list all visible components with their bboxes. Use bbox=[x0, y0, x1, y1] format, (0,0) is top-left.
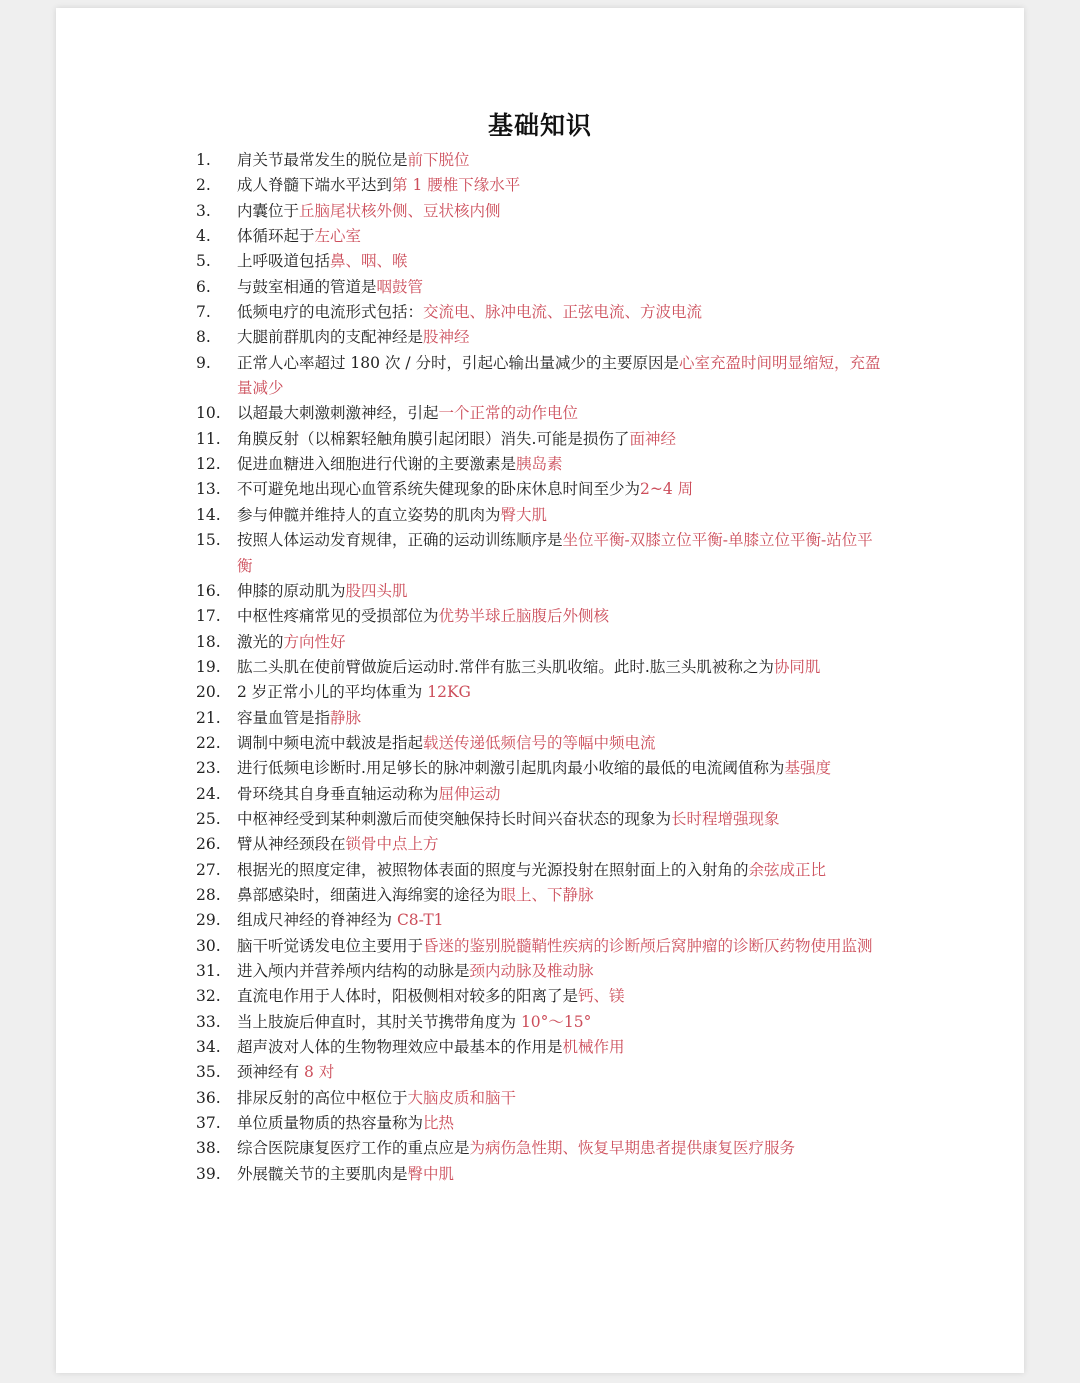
list-item bbox=[196, 325, 886, 350]
list-item bbox=[196, 275, 886, 300]
question-text: 骨环绕其自身垂直轴运动称为 bbox=[237, 784, 439, 803]
item-number: 39. bbox=[196, 1164, 221, 1183]
list-item bbox=[196, 249, 886, 274]
item-number: 16. bbox=[196, 581, 221, 600]
answer-text: 交流电、脉冲电流、正弦电流、方波电流 bbox=[423, 303, 703, 322]
question-text: 成人脊髓下端水平达到 bbox=[237, 176, 393, 195]
question-text: 伸膝的原动肌为 bbox=[237, 581, 346, 600]
item-number: 24. bbox=[196, 784, 221, 803]
item-number: 37. bbox=[196, 1114, 221, 1133]
list-item bbox=[196, 503, 886, 528]
list-item bbox=[196, 655, 886, 680]
answer-text: 长时程增强现象 bbox=[671, 809, 780, 828]
list-item bbox=[196, 807, 886, 832]
item-number: 30. bbox=[196, 936, 221, 955]
question-text: 内囊位于 bbox=[237, 201, 300, 220]
item-number: 38. bbox=[196, 1139, 221, 1158]
list-item bbox=[196, 528, 886, 579]
list-item bbox=[196, 731, 886, 756]
answer-text: 前下脱位 bbox=[407, 151, 470, 169]
item-number: 26. bbox=[196, 835, 221, 854]
question-text: 按照人体运动发育规律，正确的运动训练顺序是 bbox=[237, 531, 563, 550]
answer-text: 一个正常的动作电位 bbox=[438, 404, 579, 423]
question-text: 鼻部感染时，细菌进入海绵窦的途径为 bbox=[237, 885, 501, 904]
item-number: 8. bbox=[196, 328, 211, 347]
list-item bbox=[196, 401, 886, 426]
list-item bbox=[196, 706, 886, 731]
item-number: 12. bbox=[196, 455, 221, 474]
question-text: 参与伸髋并维持人的直立姿势的肌肉为 bbox=[237, 505, 501, 524]
question-text: 中枢神经受到某种刺激后而使突触保持长时间兴奋状态的现象为 bbox=[237, 809, 672, 828]
question-text: 2 岁正常小儿的平均体重为 bbox=[237, 683, 428, 702]
list-item bbox=[196, 1111, 886, 1136]
item-number: 10. bbox=[196, 404, 221, 423]
question-text: 脑干听觉诱发电位主要用于 bbox=[237, 936, 424, 955]
item-number: 23. bbox=[196, 759, 221, 778]
list-item bbox=[196, 351, 886, 402]
question-text: 上呼吸道包括 bbox=[237, 252, 331, 271]
answer-text: 为病伤急性期、恢复早期患者提供康复医疗服务 bbox=[469, 1139, 796, 1158]
answer-text: 大脑皮质和脑干 bbox=[407, 1088, 517, 1107]
list-item bbox=[196, 883, 886, 908]
item-number: 28. bbox=[196, 885, 221, 904]
question-text: 以超最大刺激刺激神经，引起 bbox=[237, 404, 439, 423]
question-text: 根据光的照度定律，被照物体表面的照度与光源投射在照射面上的入射角的 bbox=[237, 860, 749, 879]
answer-text: 静脉 bbox=[330, 708, 362, 727]
list-item bbox=[196, 1010, 886, 1035]
answer-text: 丘脑尾状核外侧、豆状核内侧 bbox=[299, 201, 501, 220]
question-text: 不可避免地出现心血管系统失健现象的卧床休息时间至少为 bbox=[237, 480, 641, 499]
qa-list bbox=[196, 148, 886, 1187]
answer-text: 股四头肌 bbox=[345, 581, 408, 600]
item-number: 27. bbox=[196, 860, 221, 879]
question-text: 肱二头肌在使前臂做旋后运动时.常伴有肱三头肌收缩。此时.肱三头肌被称之为 bbox=[237, 657, 774, 676]
item-number: 11. bbox=[196, 429, 221, 448]
answer-text: 8 对 bbox=[303, 1063, 335, 1082]
list-item bbox=[196, 756, 886, 781]
item-number: 21. bbox=[196, 708, 221, 727]
question-text: 进入颅内并营养颅内结构的动脉是 bbox=[237, 962, 470, 980]
item-number: 31. bbox=[196, 962, 221, 980]
list-item bbox=[196, 934, 886, 959]
question-text: 组成尺神经的脊神经为 bbox=[237, 911, 397, 930]
question-text: 低频电疗的电流形式包括： bbox=[237, 303, 424, 322]
list-item bbox=[196, 1136, 886, 1161]
answer-text: 坐位平衡-双膝立位平衡-单膝立位平衡-站位平衡 bbox=[237, 531, 873, 575]
page-title: 基础知识 bbox=[487, 111, 592, 140]
list-item bbox=[196, 984, 886, 1009]
list-item bbox=[196, 427, 886, 452]
question-text: 肩关节最常发生的脱位是 bbox=[237, 151, 408, 169]
list-item bbox=[196, 908, 886, 933]
question-text: 单位质量物质的热容量称为 bbox=[237, 1114, 424, 1133]
item-number: 9. bbox=[196, 353, 211, 372]
answer-text: 12KG bbox=[427, 683, 471, 702]
item-number: 29. bbox=[196, 911, 221, 930]
list-item bbox=[196, 477, 886, 502]
list-item bbox=[196, 1162, 886, 1187]
item-number: 4. bbox=[196, 227, 211, 246]
question-text: 体循环起于 bbox=[237, 227, 315, 246]
document-page bbox=[56, 8, 1024, 1373]
question-text: 调制中频电流中载波是指起 bbox=[237, 733, 424, 752]
list-item bbox=[196, 680, 886, 705]
list-item bbox=[196, 452, 886, 477]
question-text: 大腿前群肌肉的支配神经是 bbox=[237, 328, 424, 347]
question-text: 促进血糖进入细胞进行代谢的主要激素是 bbox=[237, 455, 517, 474]
item-number: 25. bbox=[196, 809, 221, 828]
answer-text: 眼上、下静脉 bbox=[500, 885, 594, 904]
answer-text: 股神经 bbox=[423, 328, 470, 347]
item-number: 34. bbox=[196, 1038, 221, 1057]
item-number: 6. bbox=[196, 277, 211, 296]
answer-text: 第 1 腰椎下缘水平 bbox=[392, 176, 521, 195]
answer-text: 屈伸运动 bbox=[438, 784, 501, 803]
list-item bbox=[196, 959, 886, 984]
item-number: 1. bbox=[196, 151, 211, 169]
answer-text: 优势半球丘脑腹后外侧核 bbox=[438, 607, 610, 626]
question-text: 激光的 bbox=[237, 632, 284, 651]
question-text: 超声波对人体的生物物理效应中最基本的作用是 bbox=[237, 1038, 563, 1057]
question-text: 中枢性疼痛常见的受损部位为 bbox=[237, 607, 439, 626]
answer-text: 面神经 bbox=[629, 429, 676, 448]
list-item bbox=[196, 630, 886, 655]
item-number: 20. bbox=[196, 683, 221, 702]
answer-text: 协同肌 bbox=[773, 657, 821, 676]
answer-text: 基强度 bbox=[784, 759, 831, 778]
item-number: 19. bbox=[196, 657, 221, 676]
list-item bbox=[196, 832, 886, 857]
item-number: 13. bbox=[196, 480, 221, 499]
question-text: 角膜反射（以棉絮轻触角膜引起闭眼）消失.可能是损伤了 bbox=[237, 429, 630, 448]
question-text: 外展髋关节的主要肌肉是 bbox=[237, 1164, 408, 1183]
question-text: 与鼓室相通的管道是 bbox=[237, 277, 377, 296]
answer-text: 方向性好 bbox=[283, 632, 346, 651]
item-number: 18. bbox=[196, 632, 221, 651]
answer-text: 2~4 周 bbox=[640, 480, 694, 499]
item-number: 35. bbox=[196, 1063, 221, 1082]
list-item bbox=[196, 1086, 886, 1111]
answer-text: 咽鼓管 bbox=[376, 277, 424, 296]
answer-text: C8-T1 bbox=[396, 911, 444, 930]
list-item bbox=[196, 604, 886, 629]
item-number: 14. bbox=[196, 505, 221, 524]
question-text: 颈神经有 bbox=[237, 1063, 304, 1082]
list-item bbox=[196, 199, 886, 224]
list-item bbox=[196, 1035, 886, 1060]
item-number: 2. bbox=[196, 176, 211, 195]
answer-text: 臀中肌 bbox=[407, 1164, 455, 1183]
item-number: 32. bbox=[196, 987, 221, 1006]
answer-text: 载送传递低频信号的等幅中频电流 bbox=[423, 733, 656, 752]
answer-text: 机械作用 bbox=[562, 1038, 625, 1057]
answer-text: 左心室 bbox=[314, 227, 362, 246]
answer-text: 颈内动脉及椎动脉 bbox=[469, 962, 594, 980]
answer-text: 胰岛素 bbox=[516, 455, 563, 474]
item-number: 15. bbox=[196, 531, 221, 550]
item-number: 3. bbox=[196, 201, 211, 220]
item-number: 17. bbox=[196, 607, 221, 626]
list-item bbox=[196, 173, 886, 198]
answer-text: 10°～15° bbox=[520, 1012, 592, 1031]
question-text: 进行低频电诊断时.用足够长的脉冲刺激引起肌肉最小收缩的最低的电流阈值称为 bbox=[237, 759, 785, 778]
list-item bbox=[196, 782, 886, 807]
answer-text: 心室充盈时间明显缩短，充盈量减少 bbox=[237, 353, 881, 398]
answer-text: 臀大肌 bbox=[500, 505, 548, 524]
question-text: 容量血管是指 bbox=[237, 708, 331, 727]
question-text: 排尿反射的高位中枢位于 bbox=[237, 1088, 408, 1107]
answer-text: 钙、镁 bbox=[578, 987, 625, 1006]
item-number: 36. bbox=[196, 1088, 221, 1107]
item-number: 5. bbox=[196, 252, 211, 271]
answer-text: 比热 bbox=[423, 1114, 455, 1133]
list-item bbox=[196, 148, 886, 173]
question-text: 臂从神经颈段在 bbox=[237, 835, 346, 854]
answer-text: 余弦成正比 bbox=[748, 860, 827, 879]
answer-text: 昏迷的鉴别脱髓鞘性疾病的诊断颅后窝肿瘤的诊断仄药物使用监测 bbox=[423, 936, 873, 955]
list-item bbox=[196, 300, 886, 325]
question-text: 正常人心率超过 180 次 / 分时，引起心输出量减少的主要原因是 bbox=[237, 353, 680, 372]
list-item bbox=[196, 224, 886, 249]
item-number: 22. bbox=[196, 733, 221, 752]
list-item bbox=[196, 858, 886, 883]
question-text: 综合医院康复医疗工作的重点应是 bbox=[237, 1139, 470, 1158]
item-number: 33. bbox=[196, 1012, 221, 1031]
item-number: 7. bbox=[196, 303, 211, 322]
question-text: 当上肢旋后伸直时，其肘关节携带角度为 bbox=[237, 1012, 521, 1031]
list-item bbox=[196, 1060, 886, 1085]
answer-text: 锁骨中点上方 bbox=[345, 835, 439, 854]
answer-text: 鼻、咽、喉 bbox=[330, 252, 408, 271]
question-text: 直流电作用于人体时，阳极侧相对较多的阳离了是 bbox=[237, 987, 579, 1006]
list-item bbox=[196, 579, 886, 604]
